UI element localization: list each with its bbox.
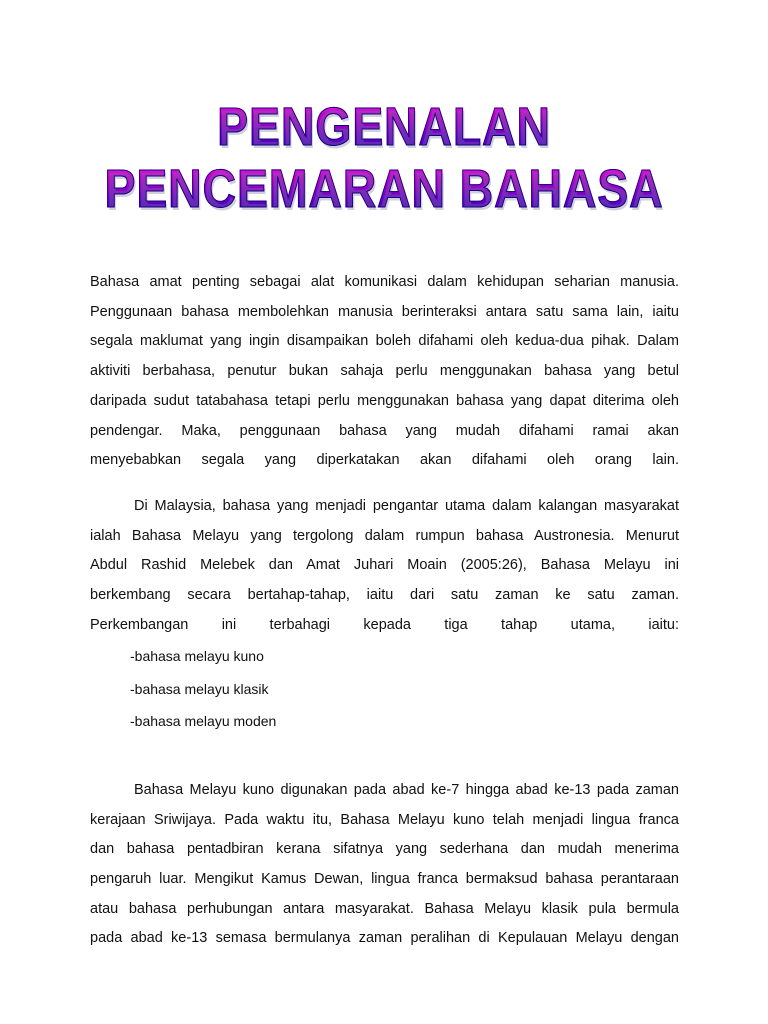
document-body xyxy=(90,268,679,954)
list-item: -bahasa melayu moden xyxy=(130,713,277,730)
paragraph-line: menyebabkan segala yang diperkatakan akan difahami oleh orang lain. xyxy=(90,452,679,469)
title-line-1: PENGENALAN xyxy=(54,96,714,158)
paragraph-line: pada abad ke-13 semasa bermulanya zaman peralihan di Kepulauan Melayu dengan xyxy=(90,930,679,947)
paragraph-line: pendengar. Maka, penggunaan bahasa yang mudah difahami ramai akan xyxy=(90,422,679,439)
document-title xyxy=(0,96,768,220)
paragraph-line: aktiviti berbahasa, penutur bukan sahaja perlu menggunakan bahasa yang betul xyxy=(90,363,679,380)
paragraph-line: pengaruh luar. Mengikut Kamus Dewan, lingua franca bermaksud bahasa perantaraan xyxy=(90,871,679,888)
list-item: -bahasa melayu kuno xyxy=(130,648,264,665)
paragraph-line: Perkembangan ini terbahagi kepada tiga tahap utama, iaitu: xyxy=(90,616,679,633)
paragraph-line: atau bahasa perhubungan antara masyarakat. Bahasa Melayu klasik pula bermula xyxy=(90,900,679,917)
paragraph-intro xyxy=(90,268,679,476)
paragraph-line: berkembang secara bertahap-tahap, iaitu dari satu zaman ke satu zaman. xyxy=(90,587,679,604)
paragraph-line: Bahasa amat penting sebagai alat komunikasi dalam kehidupan seharian manusia. xyxy=(90,274,679,290)
paragraph-line: kerajaan Sriwijaya. Pada waktu itu, Bahasa Melayu kuno telah menjadi lingua franca xyxy=(90,811,679,828)
paragraph-kuno xyxy=(90,776,679,954)
paragraph-line: ialah Bahasa Melayu yang tergolong dalam rumpun bahasa Austronesia. Menurut xyxy=(90,527,679,544)
title-line-2: PENCEMARAN BAHASA xyxy=(54,158,714,220)
paragraph-line: segala maklumat yang ingin disampaikan boleh difahami oleh kedua-dua pihak. Dalam xyxy=(90,333,679,350)
paragraph-line: dan bahasa pentadbiran kerana sifatnya yang sederhana dan mudah menerima xyxy=(90,841,679,858)
paragraph-line: Penggunaan bahasa membolehkan manusia berinteraksi antara satu sama lain, iaitu xyxy=(90,303,679,320)
stage-list xyxy=(90,640,679,738)
paragraph-line: daripada sudut tatabahasa tetapi perlu menggunakan bahasa yang dapat diterima oleh xyxy=(90,392,679,409)
paragraph-line: Di Malaysia, bahasa yang menjadi pengantar utama dalam kalangan masyarakat xyxy=(134,497,679,514)
list-item: -bahasa melayu klasik xyxy=(130,680,269,697)
paragraph-malaysia xyxy=(90,492,679,641)
paragraph-line: Abdul Rashid Melebek dan Amat Juhari Moain (2005:26), Bahasa Melayu ini xyxy=(90,557,679,574)
paragraph-line: Bahasa Melayu kuno digunakan pada abad ke-7 hingga abad ke-13 pada zaman xyxy=(134,781,679,798)
